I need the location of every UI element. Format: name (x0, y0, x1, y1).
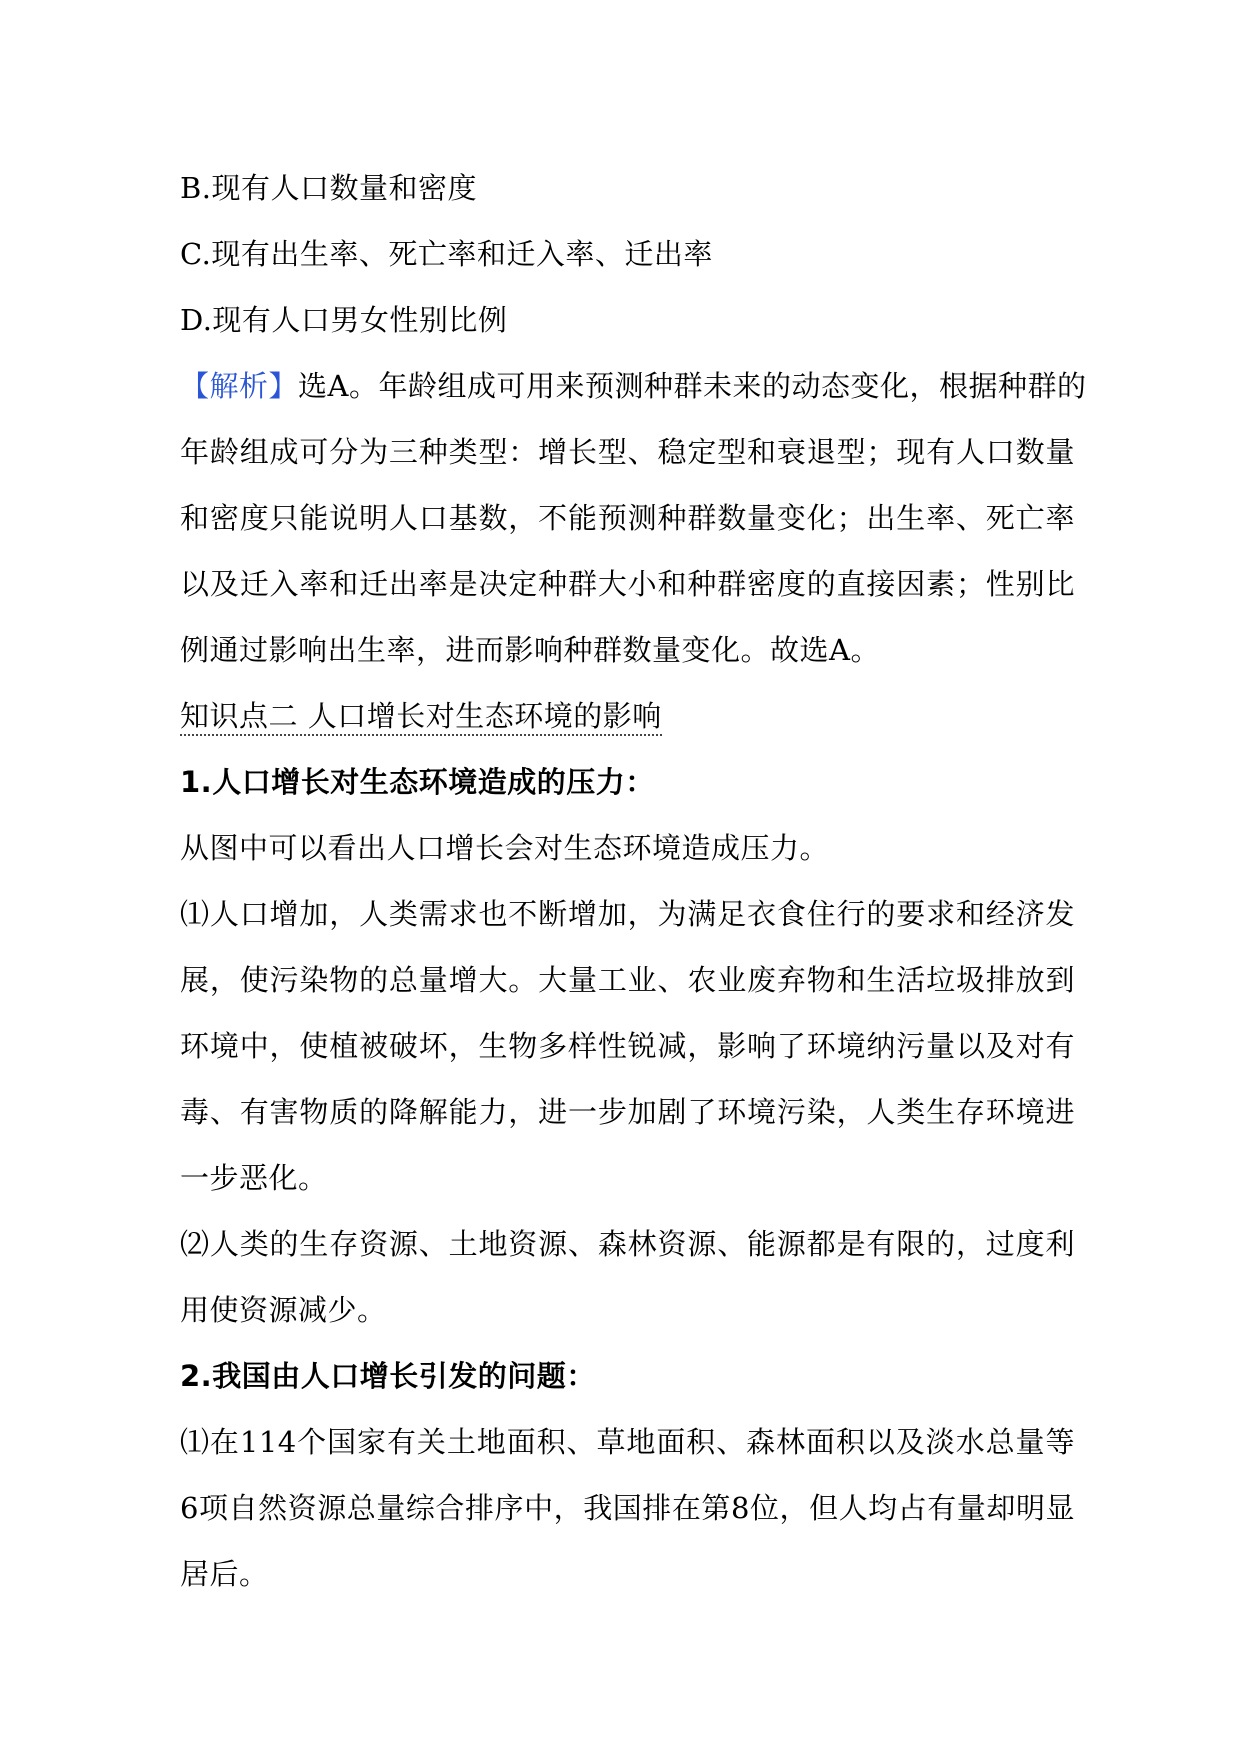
point1-intro: 从图中可以看出人口增长会对生态环境造成压力。 (180, 831, 830, 865)
option-c: C.现有出生率、死亡率和迁入率、迁出率 (180, 237, 713, 271)
section-title: 知识点二 人口增长对生态环境的影响 (180, 698, 662, 736)
point1-item1-line-4: 毒、有害物质的降解能力，进一步加剧了环境污染，人类生存环境进 (180, 1095, 1075, 1129)
point1-item1-line-1: ⑴人口增加，人类需求也不断增加，为满足衣食住行的要求和经济发 (180, 897, 1075, 931)
document-page (180, 155, 1087, 1607)
point1-item2-line-1: ⑵人类的生存资源、土地资源、森林资源、能源都是有限的，过度利 (180, 1227, 1075, 1261)
analysis-line-5: 例通过影响出生率，进而影响种群数量变化。故选A。 (180, 633, 880, 667)
point2-heading: 2.我国由人口增长引发的问题： (180, 1359, 596, 1393)
point1-item2-line-2: 用使资源减少。 (180, 1293, 387, 1327)
section-title-row (180, 683, 1075, 749)
analysis-tag: 【解析】 (180, 369, 299, 403)
point1-item1-line-2: 展，使污染物的总量增大。大量工业、农业废弃物和生活垃圾排放到 (180, 963, 1075, 997)
point2-item1-line-2: 6项自然资源总量综合排序中，我国排在第8位，但人均占有量却明显 (180, 1491, 1075, 1525)
analysis-text: 选A。年龄组成可用来预测种群未来的动态变化，根据种群的 (298, 369, 1087, 403)
point1-item1-line-5: 一步恶化。 (180, 1161, 328, 1195)
point1-heading: 1.人口增长对生态环境造成的压力： (180, 765, 655, 799)
analysis-line-2: 年龄组成可分为三种类型：增长型、稳定型和衰退型；现有人口数量 (180, 435, 1075, 469)
point2-item1-line-1: ⑴在114个国家有关土地面积、草地面积、森林面积以及淡水总量等 (180, 1425, 1075, 1459)
analysis-line-3: 和密度只能说明人口基数，不能预测种群数量变化；出生率、死亡率 (180, 501, 1075, 535)
option-b: B.现有人口数量和密度 (180, 171, 478, 205)
point2-item1-line-3: 居后。 (180, 1557, 269, 1591)
point1-item1-line-3: 环境中，使植被破坏，生物多样性锐减，影响了环境纳污量以及对有 (180, 1029, 1075, 1063)
analysis-line-1 (180, 353, 1087, 419)
analysis-line-4: 以及迁入率和迁出率是决定种群大小和种群密度的直接因素；性别比 (180, 567, 1075, 601)
option-d: D.现有人口男女性别比例 (180, 303, 508, 337)
